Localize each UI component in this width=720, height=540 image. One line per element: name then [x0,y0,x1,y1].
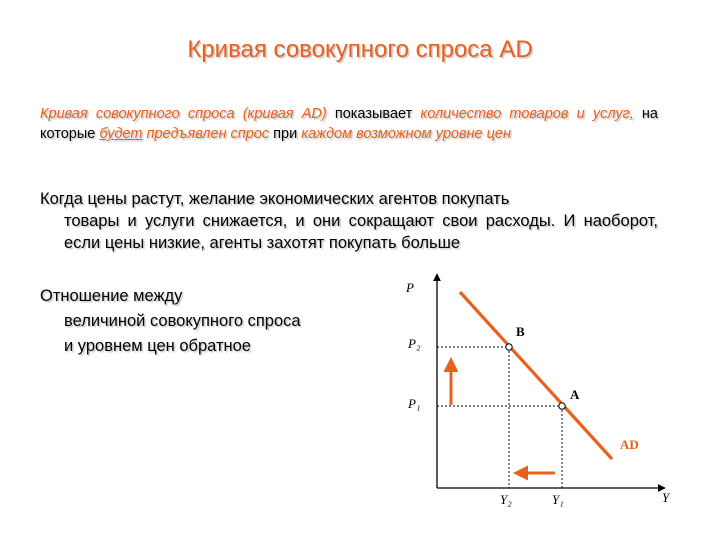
ad-curve-label: AD [620,437,639,452]
y2-label: Y₂ [500,492,512,507]
ad-curve [460,292,612,459]
explanation-line-1: Когда цены растут, желание экономических агентов покупать [40,190,510,208]
definition-text-3: при [269,126,302,142]
definition-will-be: будет [99,126,143,142]
relation-line-1: Отношение между [40,287,183,305]
point-a [559,403,565,409]
point-b-label: B [516,324,525,339]
p1-label: P₁ [408,396,421,411]
p2-label: P₂ [408,336,421,351]
slide-title: Кривая совокупного спроса AD [187,36,533,63]
definition-price-level: каждом возможном уровне цен [301,126,511,142]
definition-text-2: на которые [40,106,658,142]
relation-line-3: и уровнем цен обратное [64,337,251,355]
point-a-label: A [570,387,580,402]
point-b [506,344,512,350]
explanation-rest: товары и услуги снижается, и они сокращают свои расходы. И наоборот, если цены низкие, агенты захотят покупать больше [64,212,658,252]
relation-line-2: величиной совокупного спроса [64,312,301,330]
x-axis-label: Y [662,490,670,505]
definition-goods: количество товаров и услуг, [420,106,634,122]
definition-term: Кривая совокупного спроса (кривая AD) [40,106,327,122]
y1-label: Y₁ [552,492,564,507]
definition-demand: предъявлен спрос [146,126,270,142]
y-axis-label: P [406,280,414,295]
definition-text-1: показывает [326,106,421,122]
